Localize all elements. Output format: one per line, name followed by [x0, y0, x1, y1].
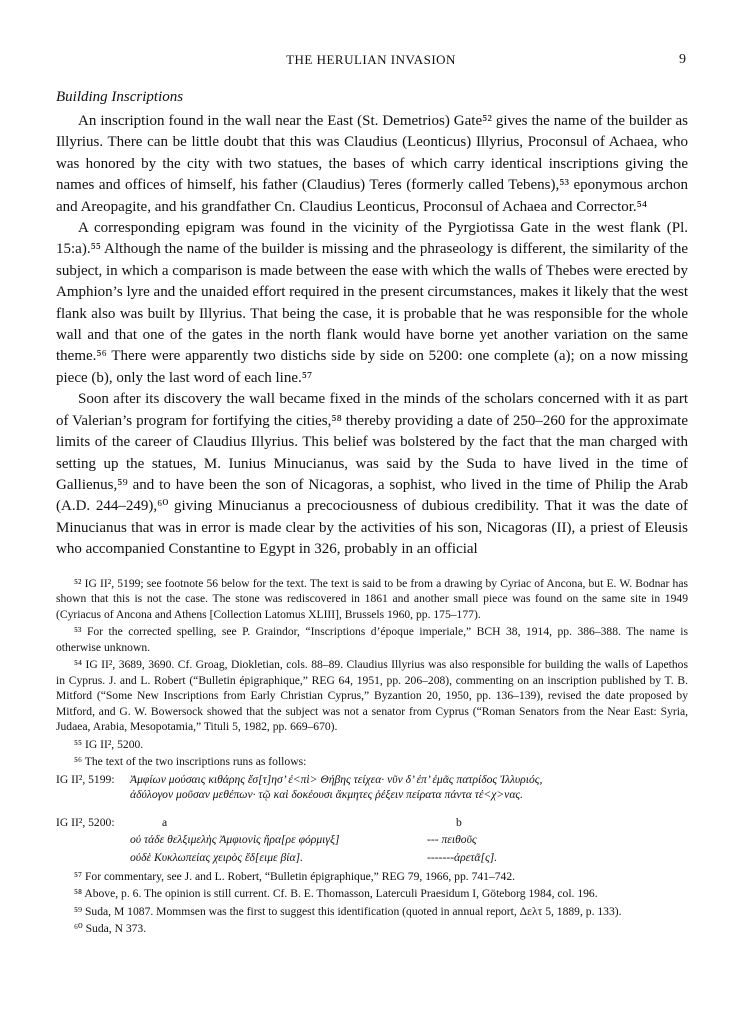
section-title: Building Inscriptions	[56, 89, 184, 105]
main-content	[56, 88, 688, 939]
paragraph-3: Soon after its discovery the wall became fixed in the minds of the scholars concerned with it as part of Valerian’s program for fortifying the cities,⁵⁸ thereby providing a date of 250–260 for the approximate limits of the career of Claudius Illyrius. This belief was bolstered by the fact that the man charged with setting up the statues, M. Iunius Minucianus, was said by the Suda to have lived in the time of Gallienus,⁵⁹ and to have been the son of Nicagoras, a sophist, who lived in the time of Philip the Arab (A.D. 244–249),⁶⁰ giving Minucianus a precociousness of dubious credibility. That it was the date of Minucianus that was in error is made clear by the activities of his son, Nicagoras (II), a priest of Eleusis who accompanied Constantine to Egypt in 326, probably in an official	[56, 391, 688, 558]
footnote-59: ⁵⁹ Suda, M 1087. Mommsen was the first to suggest this identification (quoted in annual report, Δελτ 5, 1889, p. 133).	[74, 904, 622, 918]
footnotes	[56, 576, 688, 937]
inscription-5200-label: IG II², 5200:	[56, 815, 115, 829]
inscription-5200	[56, 815, 688, 869]
footnote-52: ⁵² IG II², 5199; see footnote 56 below for the text. The text is said to be from a drawing by Cyriac of Ancona, but E. W. Bodnar has shown that this is not the case. The stone was rediscovered in 1861 and another small piece was found on the same site in 1949 (Cyriacus of Ancona and Athens [Collection Latomus XLIII], Brussels 1960, pp. 175–177).	[56, 576, 688, 621]
footnote-60: ⁶⁰ Suda, N 373.	[74, 922, 147, 936]
inscription-5200-a-line-1: οὐ τάδε θελξιμελὴς Ἀμφιονὶς ἤρα[ρε φόρμιγξ]	[130, 832, 340, 846]
inscription-5200-b-line-2: -------ἀρετᾶ[ς].	[427, 850, 498, 864]
paragraph-2: A corresponding epigram was found in the vicinity of the Pyrgiotissa Gate in the west flank (Pl. 15:a).⁵⁵ Although the name of the builder is missing and the phraseology is different, the similarity of the subject, in which a comparison is made between the ease with which the walls of Thebes were erected by Amphion’s lyre and the unaided effort required in the present circumstances, makes it likely that the west flank also was built by Illyrius. That being the case, it is probable that he was responsible for the whole wall and that one of the gates in the north flank would have borne yet another variation on the same theme.⁵⁶ There were apparently two distichs side by side on 5200: one complete (a); on a now missing piece (b), only the last word of each line.⁵⁷	[56, 220, 688, 386]
footnote-53: ⁵³ For the corrected spelling, see P. Graindor, “Inscriptions d’époque imperiale,” BCH 38, 1914, pp. 386–388. The name is otherwise unknown.	[56, 625, 688, 654]
footnote-55: ⁵⁵ IG II², 5200.	[74, 737, 144, 751]
inscription-5200-b-line-1: --- πειθοῦς	[427, 832, 477, 846]
footnote-54: ⁵⁴ IG II², 3689, 3690. Cf. Groag, Diokletian, cols. 88–89. Claudius Illyrius was also responsible for building the walls of Lapethos in Cyprus. J. and L. Robert (“Bulletin épigraphique,” REG 64, 1951, pp. 206–208), commenting on an inscription published by T. B. Mitford (“Some New Inscriptions from Early Christian Cyprus,” Byzantion 20, 1950, pp. 136–139), revised the date proposed by Mitford, and G. W. Bowersock showed that the subject was not a senator from Cyprus (“Roman Senators from the Near East: Syria, Judaea, Arabia, Mesopotamia,” Tituli 5, 1982, pp. 669–670).	[56, 658, 688, 734]
footnote-57: ⁵⁷ For commentary, see J. and L. Robert, “Bulletin épigraphique,” REG 79, 1966, pp. 741–742.	[74, 869, 516, 883]
footnote-58: ⁵⁸ Above, p. 6. The opinion is still current. Cf. B. E. Thomasson, Laterculi Praesidum I, Göteborg 1984, col. 196.	[74, 887, 598, 901]
footnote-56: ⁵⁶ The text of the two inscriptions runs as follows:	[74, 755, 307, 769]
inscription-5199-line-2: ἀδύλογον μοῦσαν μεθέπων· τῷ καὶ δοκέουσι ἄκμητες ῥέξειν πείρατα πάντα τέ<χ>νας.	[130, 788, 524, 802]
running-title: THE HERULIAN INVASION	[286, 52, 456, 67]
paragraph-1: An inscription found in the wall near the East (St. Demetrios) Gate⁵² gives the name of the builder as Illyrius. There can be little doubt that this was Claudius (Leonticus) Illyrius, Proconsul of Achaea, who was honored by the city with two statues, the bases of which carry identical inscriptions giving the names and offices of himself, his father (Claudius) Teres (formerly called Tebens),⁵³ eponymous archon and Areopagite, and his grandfather Cn. Claudius Leonticus, Proconsul of Achaea and Corrector.⁵⁴	[56, 113, 688, 215]
inscription-5199-line-1: Ἀμφίων μούσαις κιθάρης ἔσ[τ]ησ’ ἐ<πὶ> Θήβης τείχεα· νῦν δ’ ἐπ’ ἐμᾶς πατρίδος Ἰλλυριός,	[130, 772, 543, 786]
page-number: 9	[679, 52, 686, 67]
inscription-5200-col-a-heading: a	[162, 815, 168, 829]
inscription-5199-label: IG II², 5199:	[56, 772, 115, 786]
inscription-5199	[56, 772, 688, 803]
inscription-5200-col-b-heading: b	[456, 815, 462, 829]
inscription-5200-a-line-2: οὐδὲ Κυκλωπείας χειρὸς ἔδ[ειμε βία].	[130, 850, 303, 864]
running-head	[0, 52, 742, 72]
